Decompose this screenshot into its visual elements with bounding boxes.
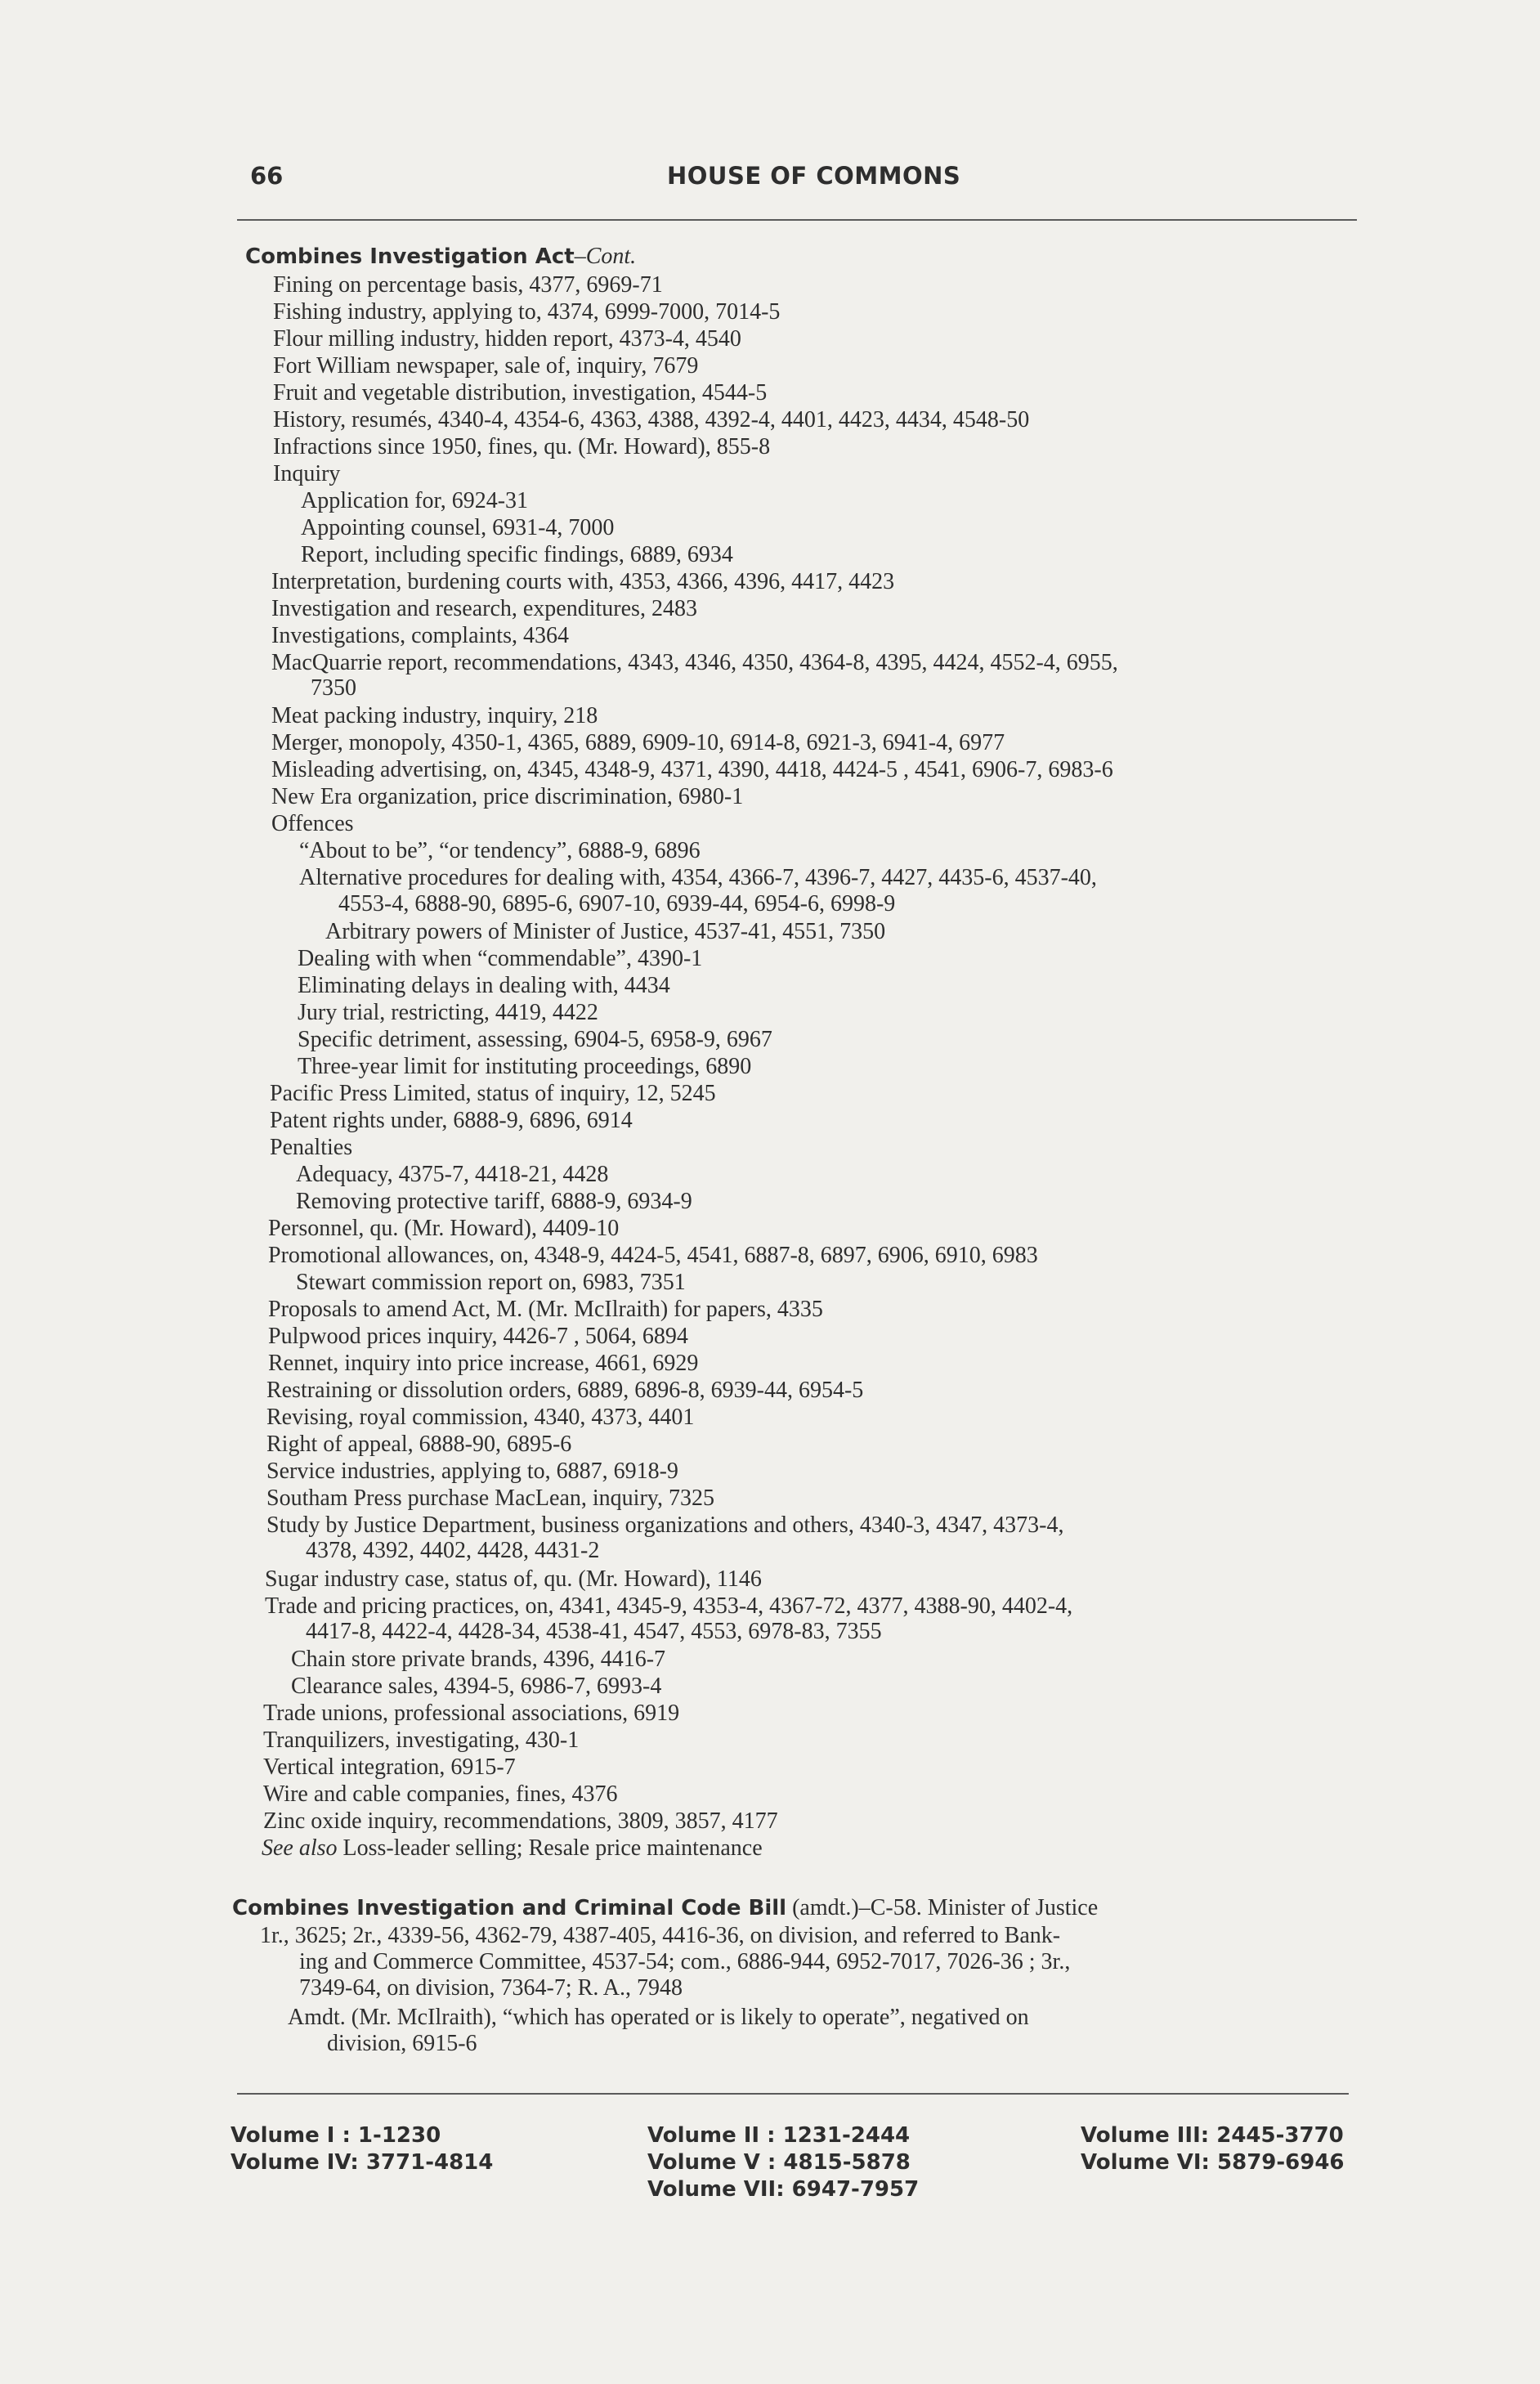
subentry-line: Jury trial, restricting, 4419, 4422	[298, 1000, 598, 1025]
subentry-line: Wire and cable companies, fines, 4376	[263, 1781, 618, 1807]
subentry-line: Specific detriment, assessing, 6904-5, 6958-9, 6967	[298, 1027, 772, 1052]
subentry-line: Clearance sales, 4394-5, 6986-7, 6993-4	[291, 1674, 662, 1699]
subentry-line: New Era organization, price discrimination, 6980-1	[271, 784, 744, 809]
subentry-line: Trade and pricing practices, on, 4341, 4345-9, 4353-4, 4367-72, 4377, 4388-90, 4402-4,	[265, 1593, 1073, 1619]
subentry-line: Fining on percentage basis, 4377, 6969-71	[273, 272, 663, 298]
entry-heading-text: Combines Investigation and Criminal Code Bill	[232, 1896, 787, 1920]
subentry-line: 4378, 4392, 4402, 4428, 4431-2	[306, 1538, 600, 1563]
subentry-line: Tranquilizers, investigating, 430-1	[263, 1728, 580, 1753]
entry-heading-text: Combines Investigation Act	[245, 244, 575, 269]
subentry-line: Right of appeal, 6888-90, 6895-6	[266, 1432, 572, 1457]
subentry-line: Rennet, inquiry into price increase, 4661, 6929	[268, 1351, 699, 1376]
entry-heading	[232, 1895, 1098, 1921]
see-also-line	[262, 1835, 763, 1862]
subentry-line: History, resumés, 4340-4, 4354-6, 4363, 4388, 4392-4, 4401, 4423, 4434, 4548-50	[273, 407, 1030, 432]
volume-range: Volume IV: 3771-4814	[231, 2150, 494, 2175]
subentry-line: 1r., 3625; 2r., 4339-56, 4362-79, 4387-405, 4416-36, on division, and referred to Bank-	[260, 1923, 1061, 1948]
page-header	[250, 162, 1345, 195]
subentry-line: Personnel, qu. (Mr. Howard), 4409-10	[268, 1216, 620, 1241]
subentry-line: Application for, 6924-31	[301, 488, 529, 513]
volume-range: Volume VII: 6947-7957	[647, 2177, 920, 2202]
volume-range: Volume V : 4815-5878	[647, 2150, 911, 2175]
volume-range: Volume I : 1-1230	[231, 2123, 441, 2148]
subentry-line: Pulpwood prices inquiry, 4426-7 , 5064, 6894	[268, 1324, 688, 1349]
entry-heading-cont: –Cont.	[574, 244, 637, 269]
header-rule	[237, 219, 1357, 221]
subentry-line: Investigations, complaints, 4364	[271, 623, 569, 648]
subentry-line: Investigation and research, expenditures, 2483	[271, 596, 697, 621]
see-also-text: Loss-leader selling; Resale price maintenance	[337, 1835, 763, 1861]
subentry-line: Interpretation, burdening courts with, 4353, 4366, 4396, 4417, 4423	[271, 569, 895, 594]
subentry-line: Penalties	[270, 1135, 353, 1160]
subentry-line: Fort William newspaper, sale of, inquiry, 7679	[273, 353, 699, 379]
subentry-line: Sugar industry case, status of, qu. (Mr. Howard), 1146	[265, 1566, 762, 1592]
subentry-line: Meat packing industry, inquiry, 218	[271, 703, 598, 728]
subentry-line: 4417-8, 4422-4, 4428-34, 4538-41, 4547, 4553, 6978-83, 7355	[306, 1619, 882, 1644]
subentry-line: Flour milling industry, hidden report, 4373-4, 4540	[273, 326, 741, 352]
subentry-line: Proposals to amend Act, M. (Mr. McIlraith) for papers, 4335	[268, 1297, 823, 1322]
subentry-line: Offences	[271, 811, 354, 836]
subentry-line: Fishing industry, applying to, 4374, 6999-7000, 7014-5	[273, 299, 781, 325]
subentry-line: Merger, monopoly, 4350-1, 4365, 6889, 6909-10, 6914-8, 6921-3, 6941-4, 6977	[271, 730, 1005, 755]
see-also-label: See also	[262, 1835, 338, 1861]
subentry-line: Report, including specific findings, 6889, 6934	[301, 542, 733, 567]
subentry-line: Eliminating delays in dealing with, 4434	[298, 973, 670, 998]
subentry-line: Arbitrary powers of Minister of Justice, 4537-41, 4551, 7350	[325, 919, 886, 944]
subentry-line: division, 6915-6	[327, 2031, 477, 2056]
volume-range: Volume III: 2445-3770	[1081, 2123, 1344, 2148]
subentry-line: Zinc oxide inquiry, recommendations, 3809, 3857, 4177	[263, 1808, 778, 1834]
running-title: HOUSE OF COMMONS	[667, 162, 961, 190]
subentry-line: ing and Commerce Committee, 4537-54; com., 6886-944, 6952-7017, 7026-36 ; 3r.,	[299, 1949, 1071, 1974]
subentry-line: Removing protective tariff, 6888-9, 6934-9	[296, 1189, 692, 1214]
subentry-line: 7350	[311, 675, 356, 701]
subentry-line: “About to be”, “or tendency”, 6888-9, 6896	[299, 838, 701, 863]
subentry-line: Amdt. (Mr. McIlraith), “which has operated or is likely to operate”, negatived on	[288, 2005, 1029, 2030]
subentry-line: Chain store private brands, 4396, 4416-7	[291, 1647, 666, 1672]
subentry-line: Stewart commission report on, 6983, 7351	[296, 1270, 686, 1295]
subentry-line: 7349-64, on division, 7364-7; R. A., 7948	[299, 1975, 683, 2001]
subentry-line: Trade unions, professional associations, 6919	[263, 1701, 680, 1726]
subentry-line: Fruit and vegetable distribution, investigation, 4544-5	[273, 380, 768, 406]
subentry-line: Study by Justice Department, business organizations and others, 4340-3, 4347, 4373-4,	[266, 1512, 1064, 1538]
entry-heading	[245, 244, 636, 270]
subentry-line: Patent rights under, 6888-9, 6896, 6914	[270, 1108, 633, 1133]
subentry-line: Service industries, applying to, 6887, 6918-9	[266, 1459, 678, 1484]
subentry-line: Appointing counsel, 6931-4, 7000	[301, 515, 615, 540]
subentry-line: Infractions since 1950, fines, qu. (Mr. Howard), 855-8	[273, 434, 771, 459]
subentry-line: Restraining or dissolution orders, 6889, 6896-8, 6939-44, 6954-5	[266, 1378, 864, 1403]
volume-range: Volume II : 1231-2444	[647, 2123, 911, 2148]
subentry-line: Three-year limit for instituting proceedings, 6890	[298, 1054, 752, 1079]
subentry-line: Alternative procedures for dealing with, 4354, 4366-7, 4396-7, 4427, 4435-6, 4537-40,	[299, 865, 1097, 890]
volume-range: Volume VI: 5879-6946	[1081, 2150, 1345, 2175]
subentry-line: Pacific Press Limited, status of inquiry, 12, 5245	[270, 1081, 716, 1106]
subentry-line: Misleading advertising, on, 4345, 4348-9, 4371, 4390, 4418, 4424-5 , 4541, 6906-7, 6983-6	[271, 757, 1113, 782]
page-number: 66	[250, 162, 284, 190]
subentry-line: Inquiry	[273, 461, 341, 486]
subentry-line: 4553-4, 6888-90, 6895-6, 6907-10, 6939-44, 6954-6, 6998-9	[338, 891, 896, 916]
subentry-line: MacQuarrie report, recommendations, 4343, 4346, 4350, 4364-8, 4395, 4424, 4552-4, 6955,	[271, 650, 1118, 675]
entry-heading-rest: (amdt.)–C-58. Minister of Justice	[786, 1895, 1099, 1920]
subentry-line: Southam Press purchase MacLean, inquiry, 7325	[266, 1486, 714, 1511]
subentry-line: Adequacy, 4375-7, 4418-21, 4428	[296, 1162, 609, 1187]
footer-rule	[237, 2093, 1349, 2095]
subentry-line: Dealing with when “commendable”, 4390-1	[298, 946, 703, 971]
subentry-line: Vertical integration, 6915-7	[263, 1754, 516, 1780]
subentry-line: Revising, royal commission, 4340, 4373, 4401	[266, 1405, 695, 1430]
subentry-line: Promotional allowances, on, 4348-9, 4424-5, 4541, 6887-8, 6897, 6906, 6910, 6983	[268, 1243, 1038, 1268]
